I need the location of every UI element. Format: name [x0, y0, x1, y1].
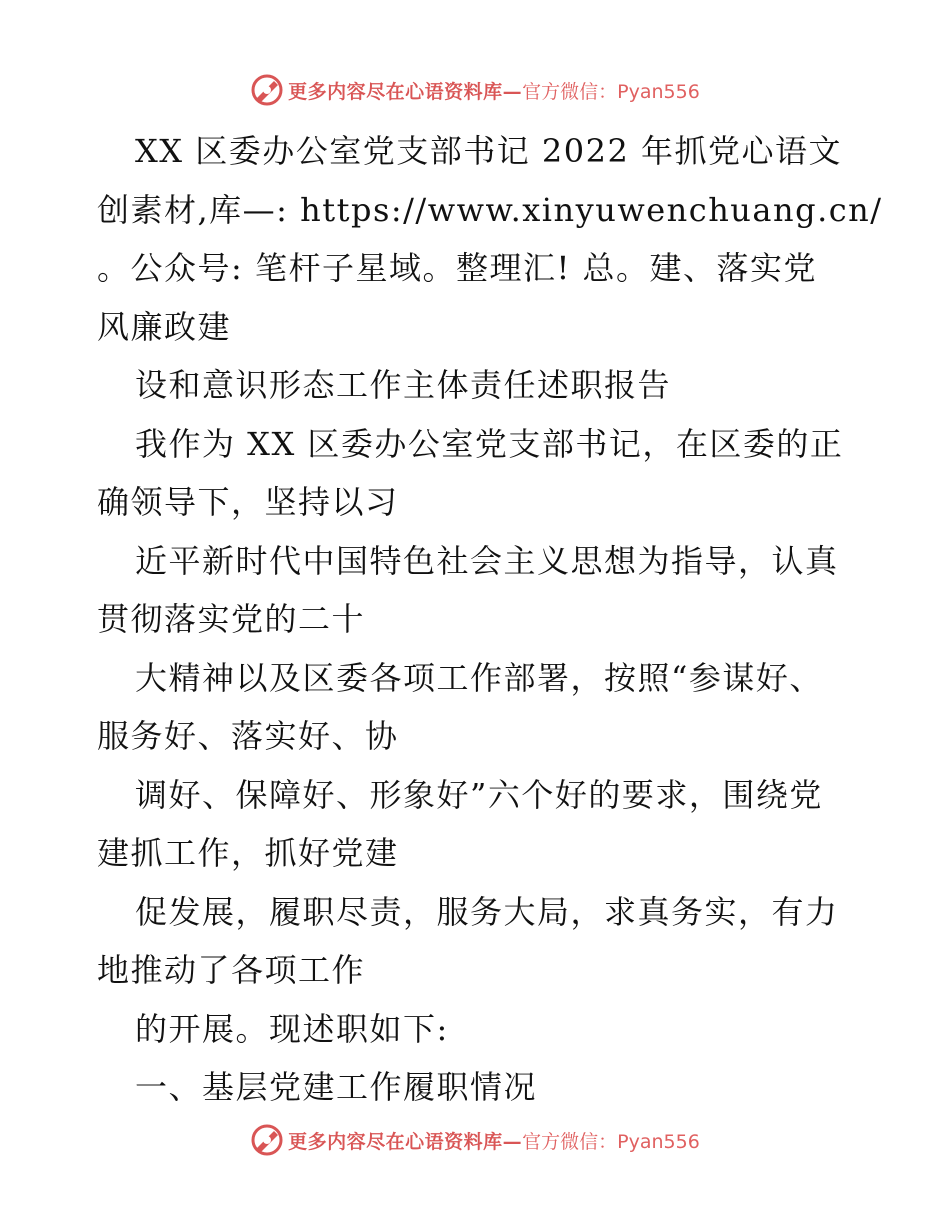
banner-wechat-text: 官方微信：Pyan556: [522, 80, 700, 103]
banner-site-text: 更多内容尽在心语资料库—: [288, 1130, 523, 1153]
text-line: 确领导下，坚持以习: [97, 483, 399, 521]
text-line: 促发展，履职尽责，服务大局，求真务实，有力: [135, 892, 839, 931]
text-line: 大精神以及区委各项工作部署，按照“参谋好、: [135, 658, 823, 697]
text-line: 设和意识形态工作主体责任述职报告: [135, 366, 672, 404]
pen-logo-icon: [250, 73, 284, 107]
text-line: 创素材,库—: https://www.xinyuwenchuang.cn/: [97, 190, 883, 229]
text-line: 我作为 XX 区委办公室党支部书记，在区委的正: [135, 424, 844, 463]
text-line: 。公众号: 笔杆子星域。整理汇! 总。建、落实党: [97, 249, 817, 287]
text-line: 调好、保障好、形象好”六个好的要求，围绕党: [135, 775, 823, 814]
text-line: XX 区委办公室党支部书记 2022 年抓党心语文: [135, 132, 843, 170]
text-line: 建抓工作，抓好党建: [97, 834, 399, 872]
document-body: [97, 122, 883, 1117]
text-line: 服务好、落实好、协: [97, 717, 399, 755]
text-line: 的开展。现述职如下:: [135, 1009, 449, 1048]
footer-watermark-banner: [0, 1120, 950, 1160]
text-line: 贯彻落实党的二十: [97, 600, 366, 638]
text-line: 近平新时代中国特色社会主义思想为指导，认真: [135, 541, 839, 580]
banner-site-text: 更多内容尽在心语资料库—: [288, 80, 523, 103]
pen-logo-icon: [250, 1123, 284, 1157]
text-line: 地推动了各项工作: [97, 951, 366, 989]
section-heading: 一、基层党建工作履职情况: [135, 1068, 538, 1106]
header-watermark-banner: [0, 70, 950, 110]
banner-wechat-text: 官方微信：Pyan556: [522, 1130, 700, 1153]
text-line: 风廉政建: [97, 307, 232, 346]
